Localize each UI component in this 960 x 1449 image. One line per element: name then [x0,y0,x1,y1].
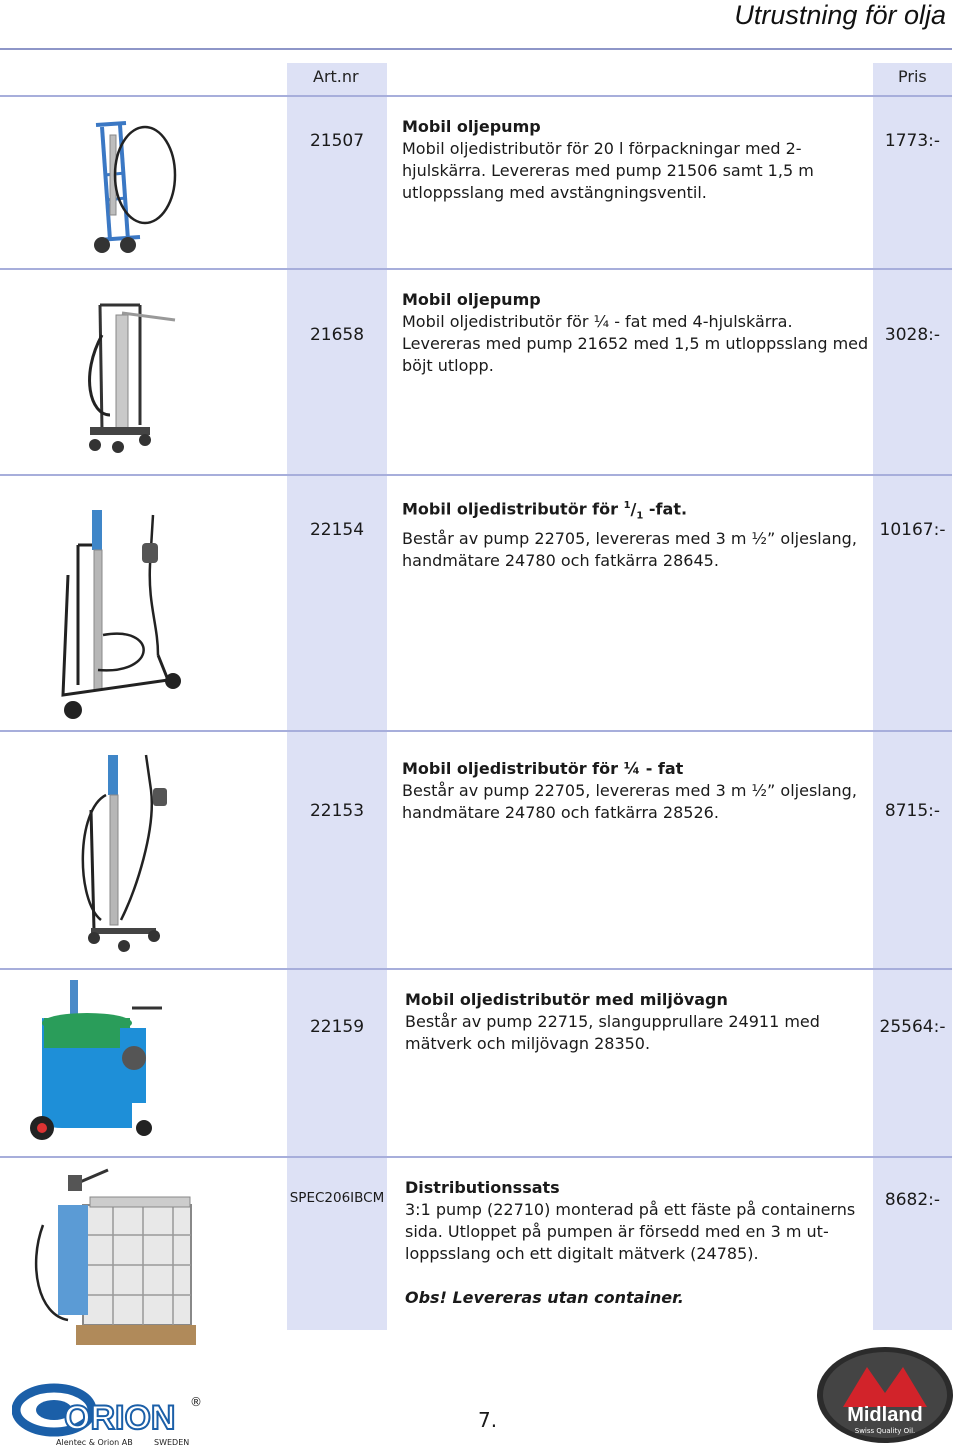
price: 8715:- [884,801,941,821]
art-number: SPEC206IBCM [289,1190,385,1206]
product-body: Består av pump 22705, levereras med 3 m ½” oljeslang, handmätare 24780 och fatkärra 28526. [402,781,857,822]
product-description [402,758,872,824]
product-title: Distributionssats [405,1178,560,1197]
price-column-band [873,63,952,1330]
svg-text:SWEDEN: SWEDEN [154,1438,190,1447]
product-description [405,989,875,1055]
art-number: 21658 [309,325,365,345]
svg-text:®: ® [190,1395,202,1409]
product-description [402,116,872,204]
page-title: Utrustning för olja [734,0,946,30]
svg-text:Alentec & Orion AB: Alentec & Orion AB [56,1438,133,1447]
price: 1773:- [884,131,941,151]
midland-logo [815,1345,955,1445]
product-description [402,495,872,572]
product-body-line: loppsslang och ett digitalt mätverk (24785). [405,1244,759,1263]
product-title: Mobil oljepump [402,117,541,136]
product-image-22159 [22,978,172,1144]
price: 8682:- [884,1190,941,1210]
row-divider [0,1156,952,1158]
column-header-art: Art.nr [313,67,359,86]
product-title: Mobil oljedistributör för ¼ - fat [402,759,684,778]
product-body: Mobil oljedistributör för ¼ - fat med 4-hjulskärra. Levereras med pump 21652 med 1,5 m utloppsslang med böjt utlopp. [402,312,869,375]
product-image-22153 [76,750,176,956]
product-body: Består av pump 22705, levereras med 3 m ½” oljeslang, handmätare 24780 och fatkärra 28645. [402,528,857,570]
svg-text:Swiss Quality Oil.: Swiss Quality Oil. [854,1427,916,1435]
product-image-spec206ibcm [28,1165,198,1353]
product-description [405,1177,875,1309]
header-divider [0,95,952,97]
midland-logo-text: Midland [847,1404,923,1426]
product-description [402,289,872,377]
art-column-band [287,63,387,1330]
top-divider [0,48,952,50]
product-image-21507 [80,115,180,260]
page-number: 7. [478,1408,498,1432]
product-body: Mobil oljedistributör för 20 l förpackningar med 2-hjulskärra. Levereras med pump 21506 samt 1,5 m utloppsslang med avstängningsventil. [402,139,814,202]
art-number: 22159 [309,1017,365,1037]
product-title: Mobil oljedistributör för $^1/_1$ -fat. [402,499,688,522]
column-header-price: Pris [898,67,927,86]
product-title: Mobil oljepump [402,290,541,309]
product-body-line: 3:1 pump (22710) monterad på ett fäste på containerns [405,1200,856,1219]
orion-logo [12,1382,207,1448]
product-body: Består av pump 22715, slangupprullare 24911 med mätverk och miljövagn 28350. [405,1012,820,1053]
row-divider [0,474,952,476]
price: 25564:- [879,1017,946,1037]
art-number: 22154 [309,520,365,540]
product-image-22154 [58,505,186,727]
row-divider [0,268,952,270]
product-image-21658 [80,295,185,457]
art-number: 22153 [309,801,365,821]
price: 10167:- [879,520,946,540]
row-divider [0,730,952,732]
row-divider [0,968,952,970]
product-note: Obs! Levereras utan container. [405,1288,684,1307]
art-number: 21507 [309,131,365,151]
price: 3028:- [884,325,941,345]
orion-logo-text: ORION [64,1399,176,1437]
product-title: Mobil oljedistributör med miljövagn [405,990,728,1009]
product-body-line: sida. Utloppet på pumpen är försedd med en 3 m ut- [405,1222,829,1241]
